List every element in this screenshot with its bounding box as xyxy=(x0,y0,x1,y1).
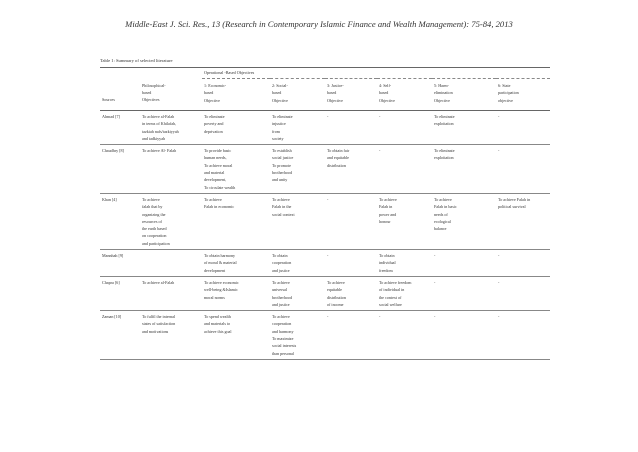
cell-line: development xyxy=(204,267,226,273)
cell-line: moral norms xyxy=(204,294,225,300)
column-header-line: 3: Justice- xyxy=(327,83,344,88)
column-header-line xyxy=(102,82,140,89)
objective-cell xyxy=(432,111,496,145)
cell-line: To achieve xyxy=(204,196,222,202)
cell-line: Falah in economic xyxy=(204,204,235,210)
cell-line: To achieve xyxy=(272,314,290,320)
column-header xyxy=(202,79,270,111)
cell-line: - xyxy=(379,114,381,119)
objective-cell xyxy=(432,311,496,360)
objective-cell xyxy=(325,145,377,194)
cell-line: - xyxy=(379,314,381,320)
column-header-line: Objective xyxy=(272,97,288,103)
cell-line: from xyxy=(272,128,280,134)
objective-cell xyxy=(496,193,550,249)
cell-line: and motivations xyxy=(142,328,169,334)
cell-line: social welfare xyxy=(379,301,402,307)
cell-line: social justice xyxy=(272,155,294,161)
cell-line: To achieve al-Falah xyxy=(142,279,175,285)
cell-line: social interests xyxy=(272,343,297,349)
table-row xyxy=(100,250,550,277)
cell-line: To provide basic xyxy=(204,148,232,154)
cell-line: achieve this goal xyxy=(204,328,232,334)
table-row xyxy=(100,111,550,145)
cell-line: deprivation xyxy=(204,128,223,134)
cell-line: To fulfil the internal xyxy=(142,314,176,320)
cell-line: and equitable xyxy=(327,155,349,161)
column-header-line: Objective xyxy=(434,97,450,103)
cell-line: and tadkiyyah xyxy=(142,135,166,141)
cell-line: in terms of Khilafah, xyxy=(142,121,177,127)
cell-line: of individual in xyxy=(379,287,405,293)
cell-line: To achieve al-Falah xyxy=(142,114,175,119)
cell-line: To obtain xyxy=(272,253,288,259)
cell-line: Falah in basic xyxy=(434,204,457,210)
column-header-line: based xyxy=(327,90,337,96)
objective-cell xyxy=(202,311,270,360)
cell-line: - xyxy=(379,148,381,154)
cell-line: To promote xyxy=(272,162,291,168)
objective-cell xyxy=(377,193,432,249)
source-cell xyxy=(100,276,140,310)
cell-line: needs of xyxy=(434,211,448,217)
objective-cell xyxy=(325,276,377,310)
cell-line xyxy=(142,252,202,259)
cell-line: To achieve Al- Falah xyxy=(142,148,177,154)
cell-line: exploitation xyxy=(434,155,454,161)
cell-line: To achieve xyxy=(142,196,160,202)
cell-line: Chapra [6] xyxy=(102,279,120,285)
cell-line: Chaudhry [8] xyxy=(102,148,124,154)
cell-line: - xyxy=(434,253,436,259)
cell-line: - xyxy=(434,314,436,320)
objective-cell xyxy=(377,276,432,310)
journal-header: Middle-East J. Sci. Res., 13 (Research in Contemporary Islamic Finance and Wealth Management): 75-84, 2013 xyxy=(125,19,513,29)
cell-line: Zaman [10] xyxy=(102,314,122,320)
cell-line: To achieve xyxy=(379,196,397,202)
objective-cell xyxy=(270,250,325,277)
cell-line: tazkiah nafs/tazkiyyah xyxy=(142,128,179,134)
cell-line: To achieve xyxy=(327,279,345,285)
cell-line: Falah in the xyxy=(272,204,292,210)
column-header-line: based xyxy=(379,90,389,96)
objective-cell xyxy=(496,145,550,194)
column-header xyxy=(100,79,140,111)
cell-line: - xyxy=(498,279,500,285)
cell-line: Falah in xyxy=(379,204,393,210)
objective-cell xyxy=(270,276,325,310)
cell-line: - xyxy=(498,253,500,259)
column-header-line: Objective xyxy=(327,97,343,103)
column-header-line: Objective xyxy=(379,97,395,103)
objective-cell xyxy=(377,311,432,360)
objective-cell xyxy=(377,111,432,145)
cell-line: Mannhah [9] xyxy=(102,253,124,259)
cell-line: social context xyxy=(272,211,295,217)
column-header-line: 1: Economic- xyxy=(204,83,227,88)
cell-line: To achieve moral xyxy=(204,162,233,168)
cell-line: To eliminate xyxy=(272,114,293,119)
cell-line: - xyxy=(327,253,329,259)
cell-line: states of satisfaction xyxy=(142,321,176,327)
objective-cell xyxy=(202,276,270,310)
cell-line: and unity xyxy=(272,177,288,183)
objective-cell xyxy=(202,145,270,194)
cell-line: and material xyxy=(204,170,225,176)
objective-cell xyxy=(432,145,496,194)
column-header-line: 4: Self- xyxy=(379,83,392,88)
column-header-line: 6: State xyxy=(498,83,511,88)
column-header-line: objective xyxy=(498,97,514,103)
cell-line: ecological xyxy=(434,218,451,224)
column-header xyxy=(496,79,550,111)
cell-line: To eliminate xyxy=(434,148,455,154)
cell-line: - xyxy=(498,314,500,320)
cell-line: Ahmad [7] xyxy=(102,114,120,119)
column-header-line: based xyxy=(272,90,282,96)
cell-line: To achieve economic xyxy=(204,279,239,285)
objective-cell xyxy=(140,193,202,249)
objective-cell xyxy=(270,311,325,360)
column-header-line: elimination xyxy=(434,90,453,96)
cell-line: freedom xyxy=(379,267,393,273)
source-cell xyxy=(100,250,140,277)
column-header xyxy=(270,79,325,111)
cell-line: To establish xyxy=(272,148,292,154)
cell-line: - xyxy=(327,114,329,119)
objective-cell xyxy=(140,250,202,277)
cell-line: brotherhood xyxy=(272,170,293,176)
cell-line: - xyxy=(327,196,329,202)
cell-line: of income xyxy=(327,301,344,307)
table-row xyxy=(100,276,550,310)
cell-line: - xyxy=(434,279,436,285)
cell-line: well-being &Islamic xyxy=(204,287,238,293)
literature-table xyxy=(100,67,550,360)
objective-cell xyxy=(202,111,270,145)
objective-cell xyxy=(140,145,202,194)
column-header xyxy=(377,79,432,111)
cell-line: and justice xyxy=(272,267,290,273)
cell-line: cooperation xyxy=(272,260,292,266)
objective-cell xyxy=(140,276,202,310)
cell-line: To achieve Falah in xyxy=(498,196,531,202)
cell-line: To obtain harmony xyxy=(204,253,236,259)
cell-line: To achieve xyxy=(272,196,290,202)
cell-line: falah that by xyxy=(142,204,163,210)
cell-line: universal xyxy=(272,287,288,293)
cell-line: organizing the xyxy=(142,211,166,217)
cell-line: To obtain fair xyxy=(327,148,350,154)
objective-cell xyxy=(432,250,496,277)
cell-line: and materials to xyxy=(204,321,231,327)
cell-line: power and xyxy=(379,211,397,217)
objective-cell xyxy=(496,276,550,310)
objective-cell xyxy=(325,311,377,360)
cell-line: development, xyxy=(204,177,227,183)
objective-cell xyxy=(202,250,270,277)
column-header-line: participation xyxy=(498,90,519,96)
column-header-line: based xyxy=(204,90,214,96)
cell-line: society xyxy=(272,135,284,141)
cell-line: distribution xyxy=(327,294,346,300)
cell-line: exploitation xyxy=(434,121,454,127)
cell-line: the earth based xyxy=(142,226,167,232)
cell-line: cooperation xyxy=(272,321,292,327)
source-cell xyxy=(100,111,140,145)
table-row xyxy=(100,145,550,194)
cell-line: political survival xyxy=(498,204,526,210)
cell-line: To achieve xyxy=(272,279,290,285)
cell-line: than personal xyxy=(272,350,294,356)
group-header: Operational -Based Objectives xyxy=(202,68,550,79)
cell-line: the context of xyxy=(379,294,402,300)
cell-line: and harmony xyxy=(272,328,294,334)
cell-line: honour xyxy=(379,218,391,224)
cell-line: brotherhood xyxy=(272,294,293,300)
table-row xyxy=(100,311,550,360)
cell-line: poverty and xyxy=(204,121,224,127)
column-header-line: Sources xyxy=(102,97,115,103)
table-row xyxy=(100,193,550,249)
cell-line: of moral & material xyxy=(204,260,237,266)
objective-cell xyxy=(270,145,325,194)
cell-line: equitable xyxy=(327,287,343,293)
cell-line: injustice xyxy=(272,121,286,127)
cell-line: distribution xyxy=(327,162,346,168)
cell-line: balance xyxy=(434,226,447,232)
cell-line: - xyxy=(498,148,500,154)
cell-line: To obtain xyxy=(379,253,395,259)
column-header-line: Objective xyxy=(204,97,220,103)
cell-line: and justice xyxy=(272,301,290,307)
column-header-line: based xyxy=(142,89,152,95)
cell-line: individual xyxy=(379,260,396,266)
objective-cell xyxy=(270,111,325,145)
cell-line: To spend wealth xyxy=(204,314,231,320)
objective-cell xyxy=(377,250,432,277)
objective-cell xyxy=(432,276,496,310)
cell-line: - xyxy=(327,314,329,320)
column-header-line: Objectives xyxy=(142,97,160,103)
objective-cell xyxy=(325,111,377,145)
cell-line: To achieve xyxy=(434,196,452,202)
objective-cell xyxy=(140,311,202,360)
objective-cell xyxy=(270,193,325,249)
objective-cell xyxy=(496,250,550,277)
cell-line: Khan [4] xyxy=(102,196,117,202)
objective-cell xyxy=(325,193,377,249)
objective-cell xyxy=(140,111,202,145)
column-header-line: 2: Social- xyxy=(272,83,288,88)
cell-line: resources of xyxy=(142,218,162,224)
objective-cell xyxy=(325,250,377,277)
objective-cell xyxy=(202,193,270,249)
cell-line: To eliminate xyxy=(204,114,225,119)
column-header xyxy=(432,79,496,111)
column-header-line: Philosophical- xyxy=(142,82,166,88)
objective-cell xyxy=(496,111,550,145)
table-caption: Table 1: Summary of selected literature xyxy=(100,58,173,63)
cell-line: on cooperation xyxy=(142,233,167,239)
objective-cell xyxy=(496,311,550,360)
column-header xyxy=(140,79,202,111)
group-header-row xyxy=(100,68,550,79)
cell-line: - xyxy=(498,114,500,119)
objective-cell xyxy=(377,145,432,194)
source-cell xyxy=(100,311,140,360)
column-header xyxy=(325,79,377,111)
column-header-line: 5: Harm- xyxy=(434,83,449,88)
column-header-row xyxy=(100,79,550,111)
cell-line: and participation xyxy=(142,240,170,246)
cell-line: To eliminate xyxy=(434,114,455,119)
objective-cell xyxy=(432,193,496,249)
cell-line: human needs, xyxy=(204,155,227,161)
column-header-line xyxy=(102,89,140,96)
cell-line: To achieve freedom xyxy=(379,279,412,285)
cell-line: To maximize xyxy=(272,336,294,342)
source-cell xyxy=(100,193,140,249)
cell-line: To circulate wealth xyxy=(204,184,236,190)
source-cell xyxy=(100,145,140,194)
